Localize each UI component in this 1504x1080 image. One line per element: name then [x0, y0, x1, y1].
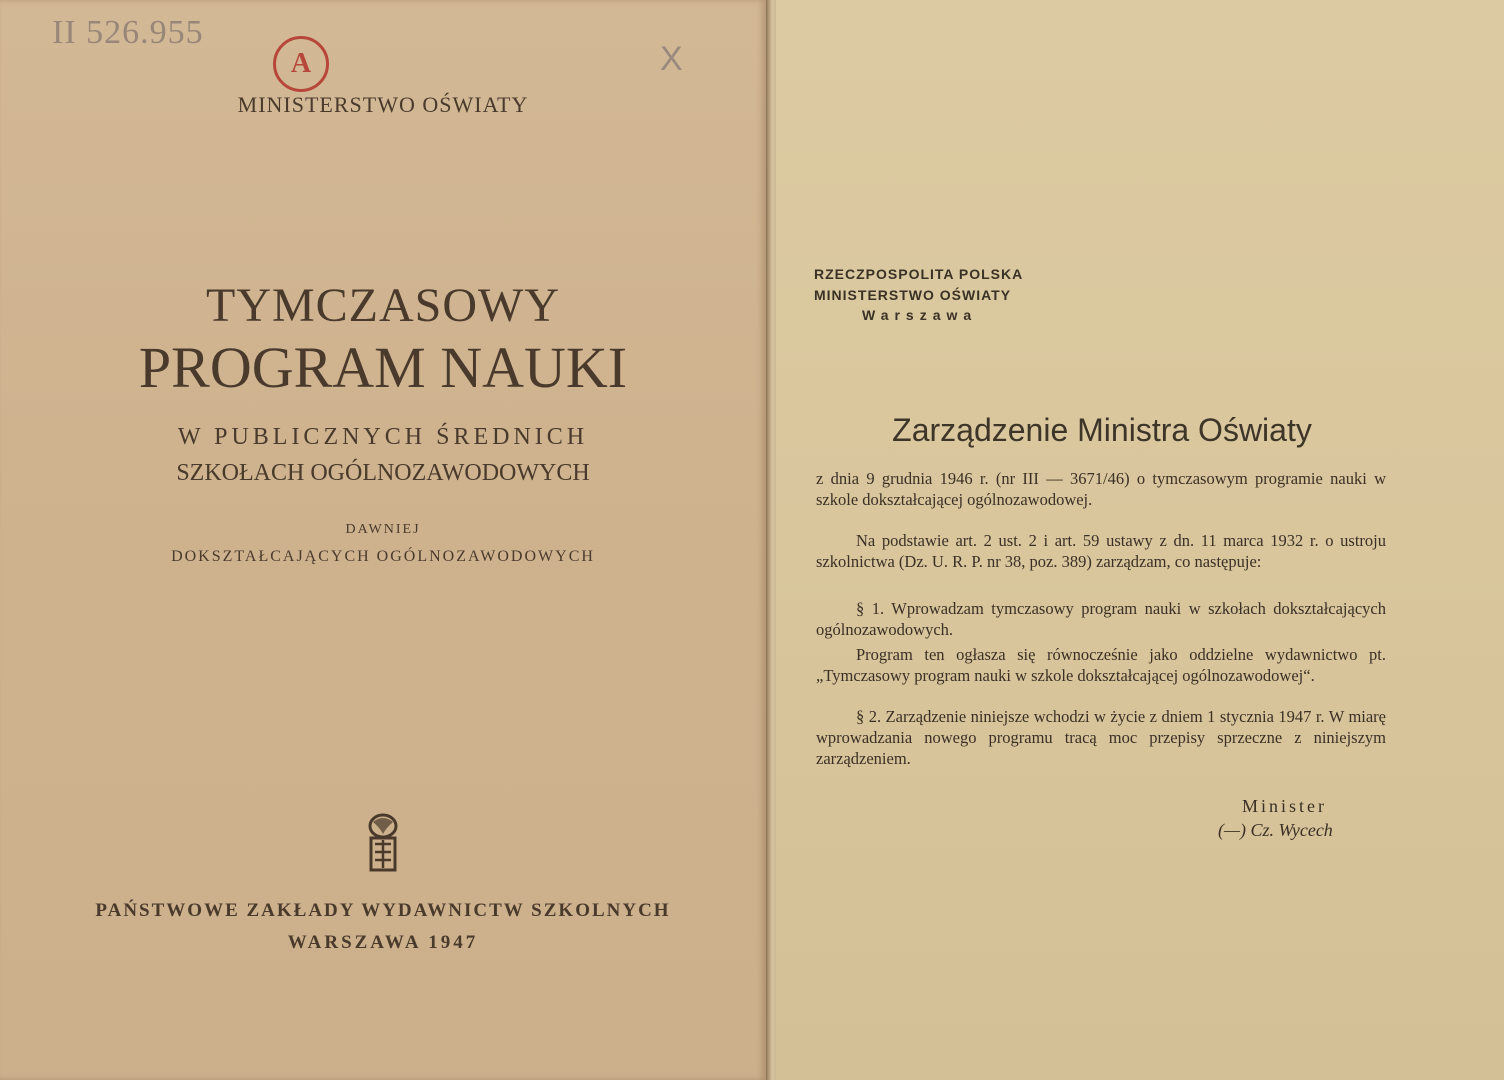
order-basis [816, 530, 1386, 572]
cover-subtitle-line1: W PUBLICZNYCH ŚREDNICH [177, 424, 589, 450]
order-basis-text: Na podstawie art. 2 ust. 2 i art. 59 ustawy z dn. 11 marca 1932 r. o ustroju szkolnictwa (Dz. U. R. P. nr 38, poz. 389) zarządzam, co następuje: [816, 531, 1386, 571]
cover-city-year: WARSZAWA 1947 [287, 932, 479, 953]
pzws-logo-icon [364, 812, 402, 874]
order-section-1-text: § 1. Wprowadzam tymczasowy program nauki w szkołach dokształcających ogólnozawodowych. [816, 599, 1386, 639]
order-section-1-note-text: Program ten ogłasza się równocześnie jako oddzielne wydawnictwo pt. „Tymczasowy program nauki w szkole dokształcającej ogólnozawodowej“. [816, 645, 1386, 685]
cover-former-line2: DOKSZTAŁCAJĄCYCH OGÓLNOZAWODOWYCH [171, 548, 595, 565]
book-gutter [766, 0, 776, 1080]
order-section-1-note [816, 644, 1386, 686]
order-intro-text: z dnia 9 grudnia 1946 r. (nr III — 3671/46) o tymczasowym programie nauki w szkole dokształcającej ogólnozawodowej. [816, 469, 1386, 509]
signoff-name: (—) Cz. Wycech [1218, 820, 1333, 840]
cover-former-line1: DAWNIEJ [345, 522, 421, 537]
page-header-country: RZECZPOSPOLITA POLSKA [814, 266, 1024, 282]
library-stamp: A [273, 36, 329, 92]
order-title: Zarządzenie Ministra Oświaty [892, 412, 1312, 448]
cover-publisher: PAŃSTWOWE ZAKŁADY WYDAWNICTW SZKOLNYCH [95, 900, 671, 921]
cover-title-line1: TYMCZASOWY [206, 279, 560, 332]
order-intro [816, 468, 1386, 510]
cover-ministry: MINISTERSTWO OŚWIATY [237, 92, 529, 117]
cover-subtitle-line2: SZKOŁACH OGÓLNOZAWODOWYCH [176, 460, 590, 486]
order-section-1 [816, 598, 1386, 640]
shelf-mark: II 526.955 [52, 14, 204, 51]
page-header-ministry: MINISTERSTWO OŚWIATY [814, 287, 1012, 303]
inner-page [776, 0, 1504, 1080]
margin-mark: X [660, 40, 683, 78]
order-section-2 [816, 706, 1386, 769]
signoff-title: Minister [1242, 796, 1327, 816]
order-section-2-text: § 2. Zarządzenie niniejsze wchodzi w życie z dniem 1 stycznia 1947 r. W miarę wprowadzania nowego programu tracą moc przepisy sprzeczne z niniejszym zarządzeniem. [816, 707, 1386, 768]
cover-title-line2: PROGRAM NAUKI [138, 335, 628, 400]
page-header-city: Warszawa [862, 307, 978, 323]
